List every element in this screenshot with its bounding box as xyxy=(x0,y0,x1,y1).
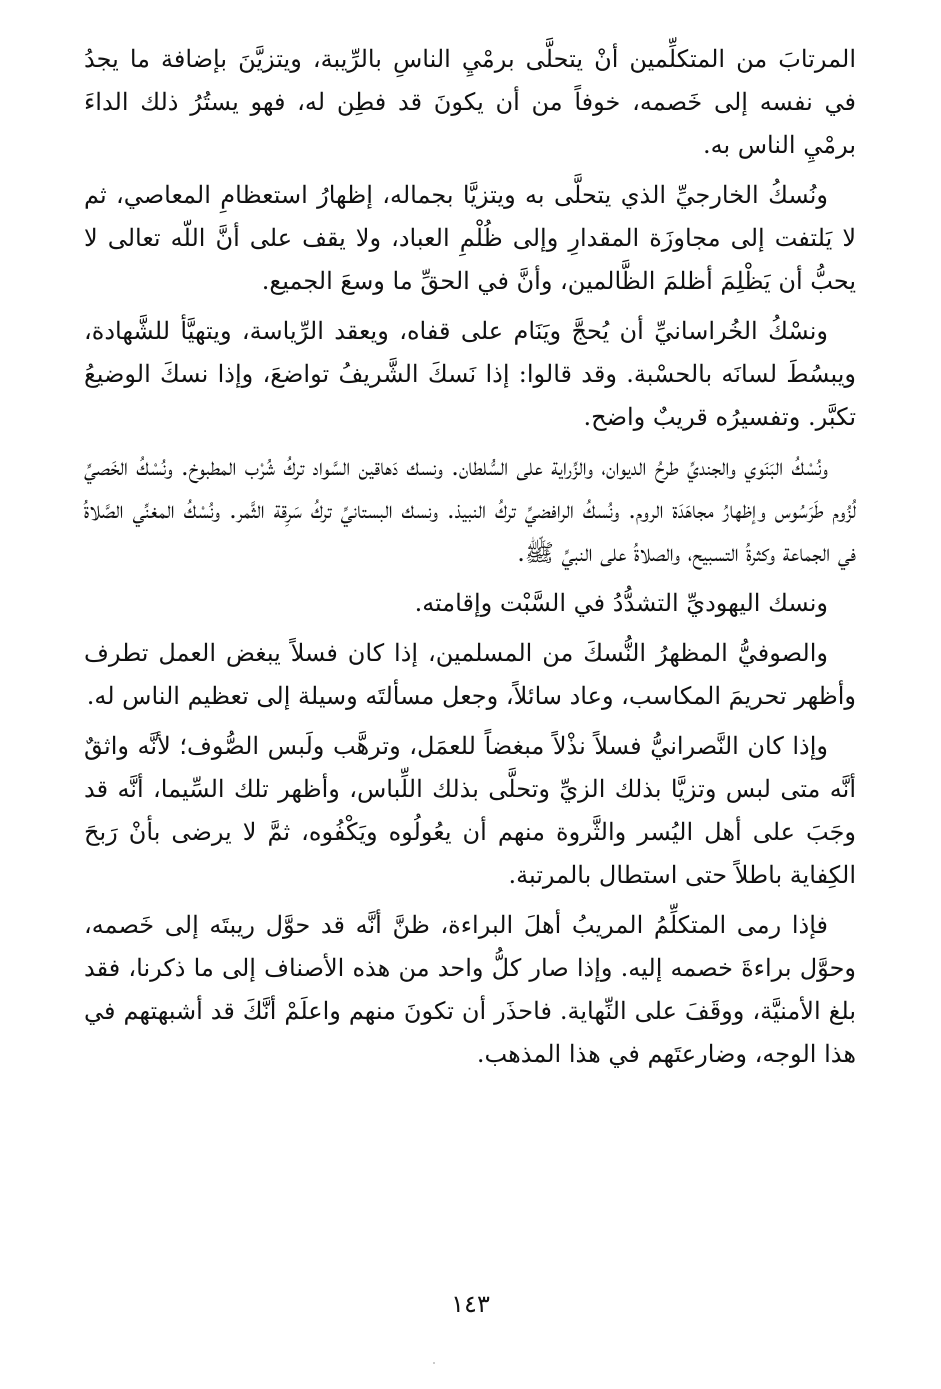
paragraph-6: والصوفيُّ المظهرُ النُّسكَ من المسلمين، إذا كان فسلاً يبغض العمل تطرف وأظهر تحريمَ المكاسب، وعاد سائلاً، وجعل مسألتَه وسيلة إلى تعظيم الناس له. xyxy=(84,639,856,710)
paragraph-7: وإذا كان النَّصرانيُّ فسلاً نذْلاً مبغضاً للعمَل، وترهَّب ولَبس الصُّوف؛ لأنَّه واثقٌ أنَّه متى لبس وتزيَّا بذلك الزيِّ وتحلَّى بذلك اللِّباس، وأظهر تلك السِّيما، أنَّه قد وجَبَ على أهل اليُسر والثَّروة منهم أن يعُولُوه ويَكْفُوه، ثمَّ لا يرضى بأنْ رَبحَ الكِفاية باطلاً حتى استطال بالمرتبة. xyxy=(84,732,857,889)
paragraph-2: ونُسكُ الخارجيِّ الذي يتحلَّى به ويتزيَّا بجماله، إظهارُ استعظامِ المعاصي، ثم لا يَلتفت إلى مجاوزَة المقدارِ وإلى ظُلْمِ العباد، ولا يقف على أنَّ اللّه تعالى لا يحبُّ أن يَظْلِمَ أظلمَ الظَّالمين، وأنَّ في الحقِّ ما وسعَ الجميع. xyxy=(84,181,856,295)
paragraph-3: ونسْكُ الخُراسانيِّ أن يُحجَّ ويَنَام على قفاه، ويعقد الرِّياسة، ويتهيَّأ للشَّهادة، ويبسُطَ لسانَه بالحسْبة. وقد قالوا: إذا نَسكَ الشَّريفُ تواضعَ، وإذا نسكَ الوضيعُ تكبَّر. وتفسيرُه قريبٌ واضح. xyxy=(84,317,856,431)
paragraph-1: المرتابَ من المتكلِّمين أنْ يتحلَّى برمْيِ الناسِ بالرِّيبة، ويتزيَّنَ بإضافة ما يجدُ في نفسه إلى خَصمه، خوفاً من أن يكونَ قد فطِن له، فهو يستُرُ ذلك الداءَ برمْيِ الناس به. xyxy=(84,45,856,159)
body-text xyxy=(84,38,856,1083)
paragraph-5: ونسك اليهوديِّ التشدُّدُ في السَّبْت وإقامته. xyxy=(414,589,828,617)
scan-speck xyxy=(433,1362,435,1364)
paragraph-4: ونُسْكُ البَنَوي والجنديِّ طرحُ الديوان، والزِّراية على السُّلطان. ونسك دَهاقين السَّواد تركُ شُرْب المطبوخ. ونُسْكُ الخَصيِّ لُزُوم طَرَسُوس وإظهارُ مجاهَدَة الروم. ونُسكُ الرافضيِّ تركُ النبيذ. ونسك البستانيِّ تركُ سَرِقة الثَّمر. ونُسْكُ المغنِّي الصَّلاةُ في الجماعة وكثرةُ التسبيح، والصلاةُ على النبيِّ ﷺ. xyxy=(84,453,856,567)
paragraph-8: فإذا رمى المتكلِّمُ المريبُ أهلَ البراءة، ظنَّ أنَّه قد حوَّل ريبتَه إلى خَصمه، وحوَّل براءةَ خصمه إليه. وإذا صار كلُّ واحد من هذه الأصناف إلى ما ذكرنا، فقد بلغ الأمنيَّة، ووقَفَ على النِّهاية. فاحذَر أن تكونَ منهم واعلَمْ أنَّكَ قد أشبهتهم في هذا الوجه، وضارعتَهم في هذا المذهب. xyxy=(84,911,856,1068)
page-number: ١٤٣ xyxy=(451,1290,490,1318)
